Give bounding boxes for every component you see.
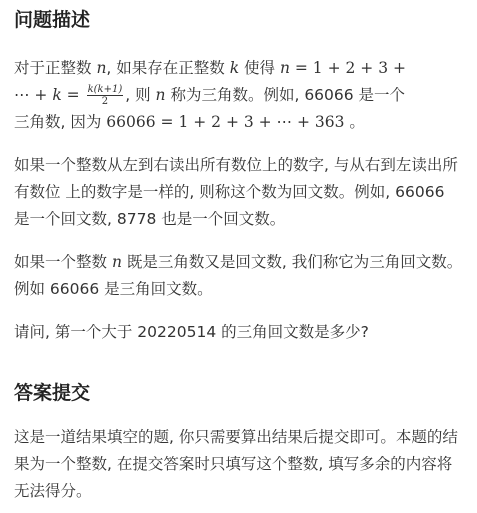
text: 。 xyxy=(344,113,365,131)
math-expression: = xyxy=(61,86,85,104)
problem-paragraph-palindrome: 如果一个整数从左到右读出所有数位上的数字, 与从右到左读出所有数位 上的数字是一样的, 则称这个数为回文数。例如, 66066 是一个回文数, 8778 也是一个回文数。 xyxy=(14,156,458,228)
math-var: n xyxy=(96,59,107,77)
text: 对于正整数 xyxy=(14,59,97,77)
math-var: n xyxy=(111,253,122,271)
problem-paragraph-triangular-palindrome xyxy=(14,249,463,303)
text: , 如果存在正整数 xyxy=(106,59,230,77)
math-var: n xyxy=(279,59,290,77)
math-fraction xyxy=(87,84,124,107)
text: 使得 xyxy=(239,59,280,77)
problem-paragraph-triangular xyxy=(14,55,463,136)
math-expression: 66066 = 1 + 2 + 3 + ⋯ + 363 xyxy=(106,113,345,131)
math-expression: = 1 + 2 + 3 + xyxy=(289,59,406,77)
answer-heading: 答案提交 xyxy=(14,382,91,404)
text: , 则 xyxy=(125,86,156,104)
problem-question: 请问, 第一个大于 20220514 的三角回文数是多少? xyxy=(14,323,369,341)
problem-heading: 问题描述 xyxy=(14,9,91,31)
text: 既是三角数又是回文数, 我们称它为三角回文数。例如 66066 是三角回文数。 xyxy=(14,253,463,298)
math-var: k xyxy=(229,59,240,77)
math-var: k xyxy=(52,86,62,104)
math-expression: ⋯ + xyxy=(14,86,53,104)
text: 如果一个整数 xyxy=(14,253,112,271)
text: 称为三角数。例如, 66066 是一个 xyxy=(165,86,406,104)
text: 三角数, 因为 xyxy=(14,113,107,131)
fraction-denominator: 2 xyxy=(101,96,109,107)
fraction-numerator: k(k+1) xyxy=(87,84,123,95)
answer-instructions: 这是一道结果填空的题, 你只需要算出结果后提交即可。本题的结果为一个整数, 在提交答案时只填写这个整数, 填写多余的内容将无法得分。 xyxy=(14,428,458,500)
math-var: n xyxy=(155,86,166,104)
